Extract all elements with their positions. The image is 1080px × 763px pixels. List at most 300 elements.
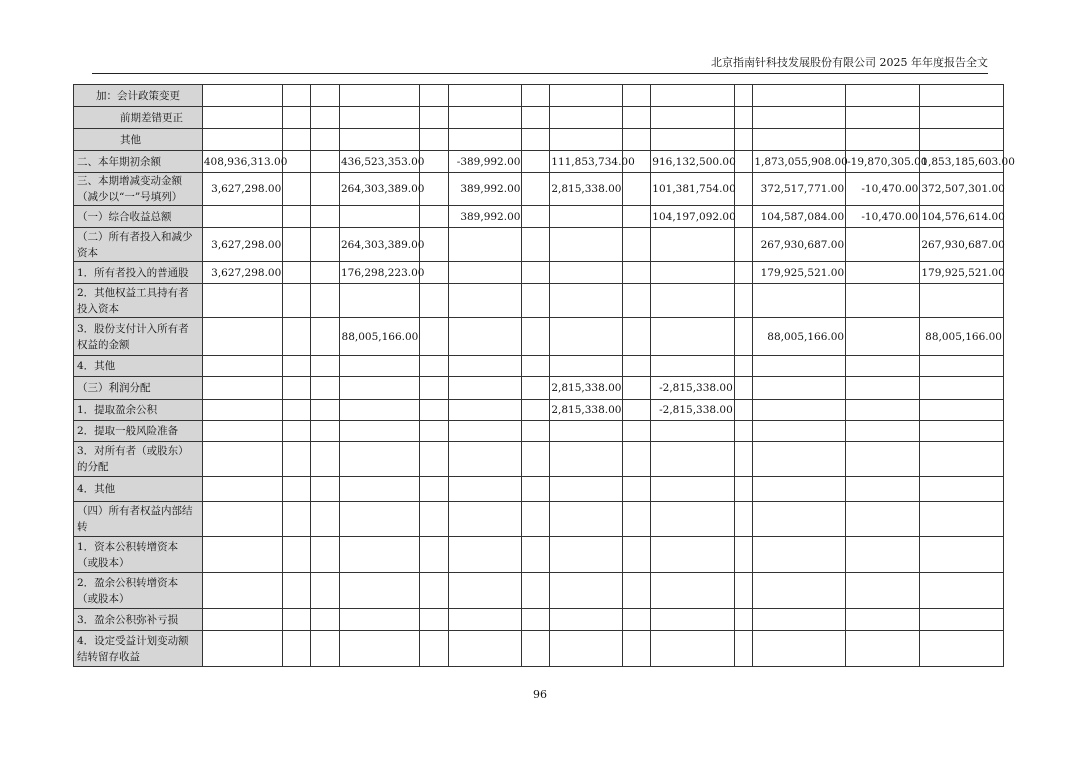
table-cell [420,609,449,631]
table-cell [651,129,735,151]
table-cell [550,631,623,667]
table-cell [550,537,623,573]
table-cell: 372,517,771.00 [753,173,846,206]
table-cell [449,537,522,573]
table-row [74,262,1004,284]
row-label: 加：会计政策变更 [74,85,203,107]
table-row [74,421,1004,442]
table-cell [522,129,550,151]
report-header-title: 北京指南针科技发展股份有限公司 2025 年年度报告全文 [711,56,988,69]
table-cell [449,107,522,129]
table-cell: 1,873,055,908.00 [753,151,846,173]
table-cell: 111,853,734.00 [550,151,623,173]
table-cell [623,609,651,631]
table-cell [420,107,449,129]
table-cell [283,400,311,421]
table-cell [846,129,920,151]
table-cell [522,377,550,400]
table-cell [550,107,623,129]
table-cell [623,631,651,667]
table-cell [846,284,920,318]
row-label: 1．提取盈余公积 [74,400,203,421]
table-cell [651,442,735,477]
table-cell [522,206,550,228]
table-cell [734,400,753,421]
table-cell [550,129,623,151]
table-cell [550,502,623,537]
table-cell [550,262,623,284]
table-cell [651,356,735,377]
table-cell: -389,992.00 [449,151,522,173]
table-cell: -10,470.00 [846,206,920,228]
table-cell [920,356,1004,377]
table-cell [420,421,449,442]
table-cell: 408,936,313.00 [202,151,282,173]
table-cell [420,228,449,262]
table-cell [283,631,311,667]
table-cell [420,206,449,228]
table-cell [522,400,550,421]
table-cell [734,228,753,262]
table-cell [846,356,920,377]
table-cell [311,129,340,151]
table-cell [420,284,449,318]
table-cell [202,318,282,356]
table-cell [522,573,550,609]
table-cell: 104,197,092.00 [651,206,735,228]
table-cell [753,442,846,477]
table-cell [920,129,1004,151]
row-label: 1．所有者投入的普通股 [74,262,203,284]
table-cell [202,631,282,667]
row-label: （二）所有者投入和减少资本 [74,228,203,262]
table-cell [522,502,550,537]
table-cell: 3,627,298.00 [202,228,282,262]
table-cell: 264,303,389.00 [339,173,419,206]
table-cell [202,129,282,151]
table-cell [420,356,449,377]
table-cell [846,477,920,502]
table-cell [420,173,449,206]
table-cell: 2,815,338.00 [550,173,623,206]
row-label: 2．盈余公积转增资本（或股本） [74,573,203,609]
table-cell [734,173,753,206]
row-label: 3．对所有者（或股东）的分配 [74,442,203,477]
table-cell: 101,381,754.00 [651,173,735,206]
table-cell: 179,925,521.00 [753,262,846,284]
table-cell [449,262,522,284]
table-cell [920,477,1004,502]
table-cell [283,228,311,262]
table-cell [651,477,735,502]
table-cell [734,377,753,400]
table-cell [311,85,340,107]
table-cell [734,442,753,477]
table-cell: -10,470.00 [846,173,920,206]
table-cell [202,537,282,573]
table-row [74,477,1004,502]
table-cell [846,631,920,667]
table-cell [339,609,419,631]
table-cell [311,609,340,631]
table-cell [420,400,449,421]
table-cell [339,631,419,667]
table-cell [420,377,449,400]
row-label: 3．股份支付计入所有者权益的金额 [74,318,203,356]
table-cell [846,85,920,107]
table-cell [753,537,846,573]
row-label: 4．其他 [74,477,203,502]
table-cell [734,356,753,377]
table-cell [920,631,1004,667]
table-cell [449,284,522,318]
row-label: （四）所有者权益内部结转 [74,502,203,537]
table-cell [846,609,920,631]
table-cell [202,502,282,537]
table-cell [283,85,311,107]
table-cell [846,400,920,421]
table-row [74,400,1004,421]
table-cell [283,502,311,537]
table-row [74,631,1004,667]
table-cell [522,318,550,356]
table-cell [311,400,340,421]
table-cell [753,502,846,537]
table-cell [623,284,651,318]
table-cell: 372,507,301.00 [920,173,1004,206]
table-cell [651,107,735,129]
table-cell [339,107,419,129]
table-cell [550,421,623,442]
header-divider [92,73,988,74]
table-cell [846,502,920,537]
table-cell [202,107,282,129]
table-cell [202,421,282,442]
table-cell [753,284,846,318]
table-cell [283,173,311,206]
table-cell: 179,925,521.00 [920,262,1004,284]
table-cell [522,284,550,318]
page-number: 96 [533,688,547,701]
table-cell: 389,992.00 [449,206,522,228]
table-cell [753,377,846,400]
table-cell [311,151,340,173]
table-row [74,284,1004,318]
table-cell [920,377,1004,400]
table-cell [651,318,735,356]
row-label: 4．其他 [74,356,203,377]
table-cell [449,573,522,609]
table-cell [550,477,623,502]
table-body [74,85,1015,667]
table-cell [753,609,846,631]
row-label: 前期差错更正 [74,107,203,129]
table-cell: 104,576,614.00 [920,206,1004,228]
row-label: 3．盈余公积弥补亏损 [74,609,203,631]
table-row [74,442,1004,477]
table-cell [734,477,753,502]
table-cell [202,573,282,609]
table-cell [753,421,846,442]
table-cell [846,262,920,284]
table-cell [522,151,550,173]
table-cell [339,573,419,609]
table-cell: -2,815,338.00 [651,400,735,421]
table-cell [623,228,651,262]
table-cell [623,573,651,609]
table-cell [522,609,550,631]
table-cell [449,609,522,631]
row-label: 其他 [74,129,203,151]
table-cell [420,129,449,151]
table-cell [311,421,340,442]
table-cell [283,609,311,631]
table-cell [846,107,920,129]
table-cell [734,421,753,442]
table-cell [449,502,522,537]
row-label: 1．资本公积转增资本（或股本） [74,537,203,573]
table-cell [522,477,550,502]
table-cell [550,284,623,318]
table-row [74,537,1004,573]
table-cell [920,502,1004,537]
table-cell [651,228,735,262]
table-row [74,609,1004,631]
table-cell [550,573,623,609]
table-cell [920,537,1004,573]
table-cell: 267,930,687.00 [920,228,1004,262]
table-cell [522,442,550,477]
table-cell: 3,627,298.00 [202,173,282,206]
table-cell [734,129,753,151]
table-cell [311,573,340,609]
table-cell [623,502,651,537]
table-row [74,151,1004,173]
table-cell [920,421,1004,442]
table-cell [339,502,419,537]
table-cell [449,318,522,356]
table-cell [202,477,282,502]
table-cell [202,442,282,477]
table-cell [311,442,340,477]
table-cell: 2,815,338.00 [550,377,623,400]
table-cell [623,85,651,107]
table-cell [651,502,735,537]
table-cell [550,228,623,262]
table-cell: 267,930,687.00 [753,228,846,262]
table-cell: 389,992.00 [449,173,522,206]
table-cell [651,262,735,284]
table-cell [522,262,550,284]
table-cell [734,262,753,284]
table-row [74,85,1004,107]
table-cell [339,442,419,477]
table-cell [449,477,522,502]
table-cell [734,107,753,129]
table-cell [753,129,846,151]
table-cell [846,377,920,400]
table-cell [651,421,735,442]
table-cell [311,228,340,262]
table-cell [753,573,846,609]
table-row [74,206,1004,228]
table-cell [550,442,623,477]
table-cell [550,356,623,377]
table-cell: 88,005,166.00 [753,318,846,356]
table-cell: 916,132,500.00 [651,151,735,173]
table-row [74,107,1004,129]
table-cell: -19,870,305.00 [846,151,920,173]
table-cell [623,442,651,477]
table-cell [522,631,550,667]
table-cell: 264,303,389.00 [339,228,419,262]
table-cell [846,537,920,573]
table-cell [420,151,449,173]
row-label: 二、本年期初余额 [74,151,203,173]
table-cell [651,573,735,609]
table-cell [283,537,311,573]
table-cell [734,284,753,318]
table-cell [753,400,846,421]
table-cell: 88,005,166.00 [920,318,1004,356]
table-cell [623,377,651,400]
table-cell [339,400,419,421]
table-cell [651,284,735,318]
table-cell [522,356,550,377]
table-cell [522,173,550,206]
table-cell [202,356,282,377]
table-cell [920,400,1004,421]
table-cell [283,573,311,609]
table-cell [550,85,623,107]
table-cell [420,262,449,284]
table-cell: 3,627,298.00 [202,262,282,284]
table-cell [311,318,340,356]
table-cell [734,609,753,631]
table-cell [202,206,282,228]
table-cell [522,85,550,107]
table-cell [846,442,920,477]
table-cell: -2,815,338.00 [651,377,735,400]
table-cell: 104,587,084.00 [753,206,846,228]
table-cell [522,421,550,442]
table-cell [311,477,340,502]
table-cell [920,609,1004,631]
table-cell [734,631,753,667]
table-cell [202,400,282,421]
table-cell: 176,298,223.00 [339,262,419,284]
table-cell [623,400,651,421]
table-cell [339,206,419,228]
table-cell [623,477,651,502]
table-cell [753,356,846,377]
table-cell [920,442,1004,477]
table-cell [420,502,449,537]
table-cell [339,377,419,400]
table-cell [623,173,651,206]
table-cell [311,377,340,400]
table-cell [623,537,651,573]
table-cell [449,421,522,442]
table-cell [420,318,449,356]
table-cell [283,477,311,502]
table-cell [311,173,340,206]
table-cell [651,537,735,573]
table-cell [311,502,340,537]
table-cell [651,631,735,667]
table-cell [920,284,1004,318]
table-cell [339,421,419,442]
table-row [74,502,1004,537]
table-cell [449,631,522,667]
table-cell [623,262,651,284]
table-cell [420,631,449,667]
table-cell [202,377,282,400]
table-cell [846,573,920,609]
table-cell [283,318,311,356]
table-cell [550,609,623,631]
row-label: 4．设定受益计划变动额结转留存收益 [74,631,203,667]
table-row [74,377,1004,400]
table-cell [420,477,449,502]
table-cell [449,129,522,151]
table-cell [449,377,522,400]
table-cell [283,377,311,400]
table-cell [651,85,735,107]
table-row [74,173,1004,206]
table-cell [623,206,651,228]
table-cell [420,85,449,107]
table-cell [283,107,311,129]
table-cell [753,107,846,129]
table-cell [522,107,550,129]
table-cell [623,318,651,356]
row-label: 2．提取一般风险准备 [74,421,203,442]
table-cell [283,442,311,477]
table-cell [311,107,340,129]
table-cell [339,537,419,573]
table-cell [734,318,753,356]
table-cell [522,228,550,262]
table-cell [420,442,449,477]
table-cell [846,421,920,442]
table-cell [846,318,920,356]
table-cell [339,356,419,377]
table-cell [339,477,419,502]
table-row [74,573,1004,609]
table-cell [420,573,449,609]
table-cell [283,284,311,318]
table-cell [920,85,1004,107]
table-cell: 88,005,166.00 [339,318,419,356]
table-cell [920,573,1004,609]
table-cell [283,262,311,284]
table-cell [283,206,311,228]
table-cell [311,537,340,573]
table-row [74,228,1004,262]
table-cell [522,537,550,573]
row-label: 2．其他权益工具持有者投入资本 [74,284,203,318]
table-cell [753,85,846,107]
table-row [74,318,1004,356]
table-cell [449,228,522,262]
table-cell: 1,853,185,603.00 [920,151,1004,173]
table-cell [311,284,340,318]
table-cell [283,356,311,377]
table-cell [339,284,419,318]
table-cell [311,631,340,667]
row-label: 三、本期增减变动金额（减少以“一”号填列） [74,173,203,206]
